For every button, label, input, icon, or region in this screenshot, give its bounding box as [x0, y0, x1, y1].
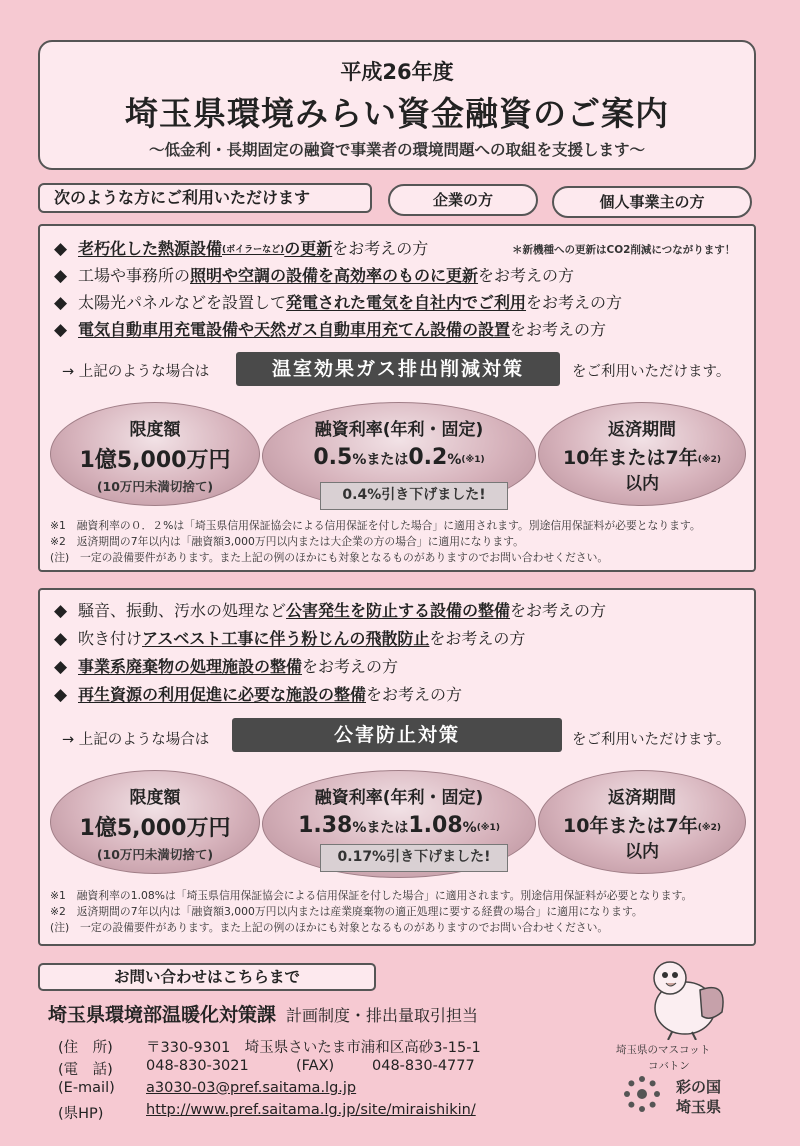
s1-bullet-4: ◆ 電気自動車用充電設備や天然ガス自動車用充てん設備の設置をお考えの方 [54, 320, 607, 340]
s1-limit-value: 1億5,000万円 [79, 448, 231, 473]
s1-arrow-prefix: → 上記のような場合は [62, 364, 210, 380]
s2-footnote-3: (注) 一定の設備要件があります。また上記の例のほかにも対象となるものがありますのでお問い合わせください。 [50, 921, 609, 934]
homepage-link[interactable]: http://www.pref.saitama.lg.jp/site/miraishikin/ [146, 1102, 476, 1118]
s2-term-oval [538, 770, 746, 874]
s2-rate-reduction: 0.17%引き下げました! [320, 844, 508, 872]
s1-rate-reduction: 0.4%引き下げました! [320, 482, 508, 510]
s1-rate-label: 融資利率(年利・固定) [314, 420, 484, 440]
target-label: 次のような方にご利用いただけます [38, 183, 372, 213]
email-link[interactable]: a3030-03@pref.saitama.lg.jp [146, 1080, 357, 1096]
s1-footnote-2: ※2 返済期間の7年以内は「融資額3,000万円以内または大企業の方の場合」に適用になります。 [50, 535, 524, 548]
logo-line-1: 彩の国 [676, 1078, 722, 1096]
tel-key: (電 話) [58, 1062, 113, 1078]
contact-heading: お問い合わせはこちらまで [38, 963, 376, 991]
s1-term-value: 10年または7年(※2) [563, 447, 721, 469]
tel-value: 048-830-3021 [146, 1058, 249, 1074]
fax-value: 048-830-4777 [372, 1058, 475, 1074]
s2-bullet-3: ◆ 事業系廃棄物の処理施設の整備をお考えの方 [54, 657, 399, 677]
s1-co2-note: ＊新機種への更新はCO2削減につながります！ [512, 244, 736, 256]
target-type-sole-proprietor: 個人事業主の方 [552, 186, 752, 218]
saitama-prefecture-logo-icon [622, 1074, 662, 1114]
s2-arrow-prefix: → 上記のような場合は [62, 732, 210, 748]
s2-bullet-2: ◆ 吹き付けアスベスト工事に伴う粉じんの飛散防止をお考えの方 [54, 629, 526, 649]
s1-footnote-3: (注) 一定の設備要件があります。また上記の例のほかにも対象となるものがありますのでお問い合わせください。 [50, 551, 609, 564]
s2-bullet-1: ◆ 騒音、振動、汚水の処理など公害発生を防止する設備の整備をお考えの方 [54, 601, 607, 621]
s2-limit-label: 限度額 [129, 788, 181, 808]
section-ghg-reduction [38, 224, 756, 572]
page-subtitle: ～低金利・長期固定の融資で事業者の環境問題への取組を支援します～ [148, 141, 645, 159]
s2-limit-value: 1億5,000万円 [79, 816, 231, 841]
s1-arrow-suffix: をご利用いただけます。 [572, 364, 731, 380]
s2-term-value: 10年または7年(※2) [563, 815, 721, 837]
s1-footnote-1: ※1 融資利率の０．２%は「埼玉県信用保証協会による信用保証を付した場合」に適用されます。別途信用保証料が必要となります。 [50, 519, 701, 532]
mascot-caption-2: コバトン [648, 1060, 690, 1072]
s2-rate-label: 融資利率(年利・固定) [314, 788, 484, 808]
mascot-area [610, 950, 760, 1140]
section-pollution-prevention [38, 588, 756, 946]
logo-line-2: 埼玉県 [676, 1098, 722, 1116]
s1-term-label: 返済期間 [608, 420, 676, 440]
s2-arrow-suffix: をご利用いただけます。 [572, 732, 731, 748]
page-title: 埼玉県環境みらい資金融資のご案内 [125, 94, 669, 133]
s2-limit-oval [50, 770, 260, 874]
s2-footnote-2: ※2 返済期間の7年以内は「融資額3,000万円以内または産業廃棄物の適正処理に要する経費の場合」に適用になります。 [50, 905, 643, 918]
header-box [38, 40, 756, 170]
s2-term-label: 返済期間 [608, 788, 676, 808]
s1-term-within: 以内 [625, 474, 659, 494]
mascot-caption-1: 埼玉県のマスコット [616, 1044, 711, 1056]
kobaton-mascot-icon [610, 950, 760, 1040]
s2-term-within: 以内 [625, 842, 659, 862]
s1-limit-sub: (10万円未満切捨て) [96, 479, 214, 494]
s2-bullet-4: ◆ 再生資源の利用促進に必要な施設の整備をお考えの方 [54, 685, 463, 705]
address-key: (住 所) [58, 1040, 113, 1056]
s1-term-oval [538, 402, 746, 506]
s2-program-badge: 公害防止対策 [232, 718, 562, 752]
s1-limit-label: 限度額 [129, 420, 181, 440]
email-key: (E-mail) [58, 1080, 115, 1096]
s1-program-badge: 温室効果ガス排出削減対策 [236, 352, 560, 386]
fax-key: (FAX) [296, 1058, 335, 1074]
fiscal-year: 平成26年度 [340, 60, 454, 84]
address-value: 〒330-9301 埼玉県さいたま市浦和区高砂3-15-1 [146, 1040, 481, 1056]
s1-bullet-1: ◆ 老朽化した熱源設備(ボイラーなど)の更新をお考えの方 [54, 239, 429, 259]
s1-rate-value: 0.5%または0.2%(※1) [313, 445, 485, 470]
s1-limit-oval [50, 402, 260, 506]
s2-rate-value: 1.38%または1.08%(※1) [298, 813, 500, 838]
s2-footnote-1: ※1 融資利率の1.08%は「埼玉県信用保証協会による信用保証を付した場合」に適用されます。別途信用保証料が必要となります。 [50, 889, 693, 902]
contact-department: 埼玉県環境部温暖化対策課 計画制度・排出量取引担当 [48, 1004, 479, 1026]
s1-bullet-2: ◆ 工場や事務所の照明や空調の設備を高効率のものに更新をお考えの方 [54, 266, 575, 286]
s1-bullet-3: ◆ 太陽光パネルなどを設置して発電された電気を自社内でご利用をお考えの方 [54, 293, 623, 313]
target-type-company: 企業の方 [388, 184, 538, 216]
s2-limit-sub: (10万円未満切捨て) [96, 847, 214, 862]
homepage-key: (県HP) [58, 1106, 104, 1122]
